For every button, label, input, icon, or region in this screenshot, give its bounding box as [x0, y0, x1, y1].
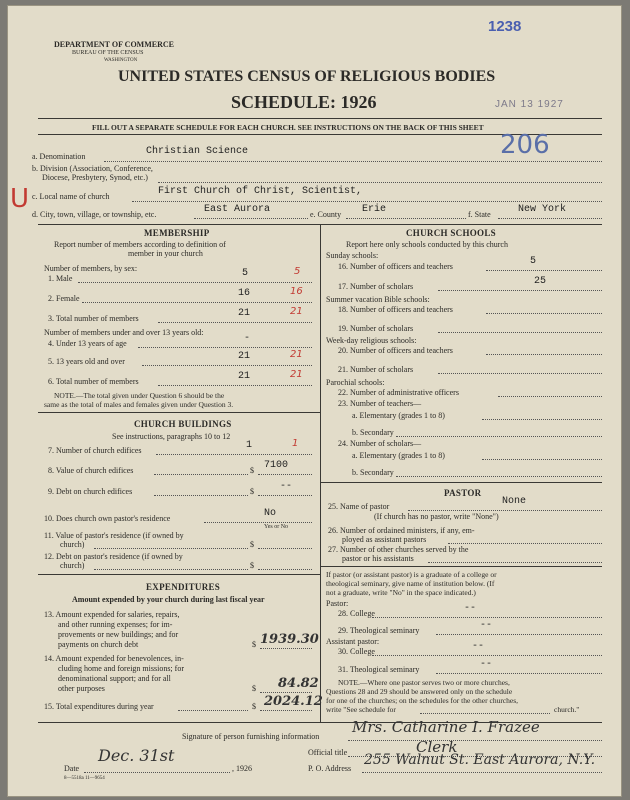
pastor-note-2: Questions 28 and 29 should be answered only on the schedule: [326, 687, 513, 696]
parochial-label: Parochial schools:: [326, 378, 385, 387]
q17-value: 25: [534, 276, 547, 287]
q7-check: 1: [292, 438, 299, 449]
q26-label: 26. Number of ordained ministers, if any, em-: [328, 526, 475, 535]
yes-no-hint: Yes or No: [264, 524, 289, 530]
q13-line-2: and other running expenses; for im-: [58, 620, 173, 629]
q9-dollar: $: [250, 487, 254, 496]
q7-value: 1: [246, 440, 253, 451]
by-sex-label: Number of members, by sex:: [44, 264, 138, 273]
q27-label-2: pastor or his assistants: [342, 554, 414, 563]
q4-value: -: [244, 333, 251, 344]
q8-dollar: $: [250, 466, 254, 475]
buildings-title: CHURCH BUILDINGS: [134, 419, 232, 429]
q14-dollar: $: [252, 684, 256, 693]
q14-line-2: cluding home and foreign missions; for: [58, 664, 184, 673]
membership-intro-2: member in your church: [128, 249, 203, 258]
membership-intro: Report number of members according to definition of: [54, 240, 226, 249]
q23-label: 23. Number of teachers—: [338, 399, 422, 408]
division-label-2: Diocese, Presbytery, Synod, etc.): [42, 173, 148, 182]
q12-label: 12. Debt on pastor's residence (if owned by: [44, 552, 183, 561]
q4-label: 4. Under 13 years of age: [48, 339, 127, 348]
q5-label: 5. 13 years old and over: [48, 357, 125, 366]
city-label: WASHINGTON: [104, 58, 138, 63]
q22-label: 22. Number of administrative officers: [338, 388, 459, 397]
q7-label: 7. Number of church edifices: [48, 446, 142, 455]
q9-value: --: [280, 481, 293, 492]
county-label: e. County: [310, 210, 342, 219]
pastor-sublabel: Pastor:: [326, 599, 349, 608]
q6-value: 21: [238, 371, 251, 382]
q6-check: 21: [290, 369, 303, 380]
q1-label: 1. Male: [48, 274, 73, 283]
q25-hint: (If church has no pastor, write "None"): [374, 512, 499, 521]
pastor-info-1: If pastor (or assistant pastor) is a graduate of a college or: [326, 570, 497, 579]
q14-line-1: 14. Amount expended for benevolences, in-: [44, 654, 184, 663]
q23b-label: b. Secondary: [352, 428, 394, 437]
signature-label: Signature of person furnishing information: [182, 732, 320, 741]
q14-line-3: denominational support; and for all: [58, 674, 171, 683]
margin-mark: U: [10, 184, 30, 214]
q3-check: 21: [290, 306, 303, 317]
q2-value: 16: [238, 288, 251, 299]
q14-value: 84.82: [278, 676, 319, 691]
date-value: Dec. 31st: [98, 746, 175, 765]
expenditures-title: EXPENDITURES: [146, 582, 221, 592]
stamp-number: 1238: [488, 18, 522, 35]
city-value: East Aurora: [204, 204, 271, 215]
q30-label: 30. College: [338, 647, 375, 656]
city-label-row: d. City, town, village, or township, etc.: [32, 210, 157, 219]
q5-value: 21: [238, 351, 251, 362]
q30-value: --: [472, 641, 485, 652]
q14-line-4: other purposes: [58, 684, 105, 693]
q12-label-2: church): [60, 561, 85, 570]
county-value: Erie: [362, 204, 387, 215]
q29-label: 29. Theological seminary: [338, 626, 420, 635]
q3-value: 21: [238, 308, 251, 319]
received-stamp: JAN 13 1927: [495, 99, 564, 110]
q10-label: 10. Does church own pastor's residence: [44, 514, 171, 523]
membership-note: NOTE.—The total given under Question 6 should be the: [54, 391, 225, 400]
q15-label: 15. Total expenditures during year: [44, 702, 154, 711]
summer-label: Summer vacation Bible schools:: [326, 295, 430, 304]
q31-label: 31. Theological seminary: [338, 665, 420, 674]
q16-label: 16. Number of officers and teachers: [338, 262, 453, 271]
schools-sub: Report here only schools conducted by this church: [346, 240, 508, 249]
q21-label: 21. Number of scholars: [338, 365, 414, 374]
census-form: [8, 6, 621, 796]
address-label: P. O. Address: [308, 764, 352, 773]
q15-value: 2024.12: [264, 694, 323, 709]
q3-label: 3. Total number of members: [48, 314, 139, 323]
q9-label: 9. Debt on church edifices: [48, 487, 133, 496]
local-name-value: First Church of Christ, Scientist,: [158, 186, 363, 197]
pencil-code: 206: [500, 130, 550, 160]
pastor-note-4: write "See schedule for: [326, 705, 396, 714]
q1-value: 5: [242, 268, 249, 279]
address-value: 255 Walnut St. East Aurora, N.Y.: [364, 752, 596, 768]
date-label: Date: [64, 764, 80, 773]
denomination-label: a. Denomination: [32, 152, 86, 161]
schools-title: CHURCH SCHOOLS: [406, 228, 496, 238]
q1-check: 5: [294, 266, 301, 277]
q18-label: 18. Number of officers and teachers: [338, 305, 453, 314]
q11-label-2: church): [60, 540, 85, 549]
q16-value: 5: [530, 256, 537, 267]
q11-label: 11. Value of pastor's residence (if owned by: [44, 531, 184, 540]
weekday-label: Week-day religious schools:: [326, 336, 417, 345]
q25-label: 25. Name of pastor: [328, 502, 390, 511]
pastor-note-1: NOTE.—Where one pastor serves two or more churches,: [338, 678, 510, 687]
q20-label: 20. Number of officers and teachers: [338, 346, 453, 355]
q13-value: 1939.30: [260, 632, 319, 647]
state-label: f. State: [468, 210, 491, 219]
q6-label: 6. Total number of members: [48, 377, 139, 386]
pastor-note-5: church.": [554, 705, 580, 714]
q8-value: 7100: [264, 460, 289, 471]
q10-value: No: [264, 508, 277, 519]
q13-line-4: payments on church debt: [58, 640, 139, 649]
q19-label: 19. Number of scholars: [338, 324, 414, 333]
buildings-sub: See instructions, paragraphs 10 to 12: [112, 432, 231, 441]
pastor-note-3: for one of the churches; on the schedules for the other churches,: [326, 696, 519, 705]
local-name-label: c. Local name of church: [32, 192, 110, 201]
membership-title: MEMBERSHIP: [144, 228, 210, 238]
q25-value: None: [502, 496, 527, 507]
q28-label: 28. College: [338, 609, 375, 618]
date-year: , 1926: [232, 764, 252, 773]
q5-check: 21: [290, 349, 303, 360]
schedule-title: SCHEDULE: 1926: [231, 92, 377, 112]
q13-line-1: 13. Amount expended for salaries, repairs,: [44, 610, 180, 619]
signature-value: Mrs. Catharine I. Frazee: [352, 718, 540, 736]
q2-check: 16: [290, 286, 303, 297]
q13-line-3: provements or new buildings; and for: [58, 630, 179, 639]
q15-dollar: $: [252, 702, 256, 711]
q24a-label: a. Elementary (grades 1 to 8): [352, 451, 445, 460]
q26-label-2: ployed as assistant pastors: [342, 535, 427, 544]
official-title-value: Clerk: [416, 738, 458, 756]
q8-label: 8. Value of church edifices: [48, 466, 134, 475]
form-number: 8—5518a 11—9654: [64, 776, 105, 781]
division-label: b. Division (Association, Conference,: [32, 164, 153, 173]
sunday-label: Sunday schools:: [326, 251, 379, 260]
q12-dollar: $: [250, 561, 254, 570]
q11-dollar: $: [250, 540, 254, 549]
pastor-info-3: not a graduate, write "No" in the space indicated.): [326, 588, 476, 597]
q27-label: 27. Number of other churches served by the: [328, 545, 469, 554]
q23a-label: a. Elementary (grades 1 to 8): [352, 411, 445, 420]
q29-value: --: [480, 620, 493, 631]
q24-label: 24. Number of scholars—: [338, 439, 422, 448]
expenditures-sub: Amount expended by your church during last fiscal year: [72, 595, 265, 604]
pastor-title: PASTOR: [444, 488, 482, 498]
dept-label: DEPARTMENT OF COMMERCE: [54, 40, 175, 49]
q2-label: 2. Female: [48, 294, 80, 303]
membership-note-2: same as the total of males and females given under Question 3.: [44, 400, 234, 409]
q17-label: 17. Number of scholars: [338, 282, 414, 291]
bureau-label: BUREAU OF THE CENSUS: [72, 50, 144, 56]
q28-value: --: [464, 603, 477, 614]
instructions-line: FILL OUT A SEPARATE SCHEDULE FOR EACH CHURCH. SEE INSTRUCTIONS ON THE BACK OF THIS SHEET: [92, 123, 484, 132]
under-over-label: Number of members under and over 13 years old:: [44, 328, 204, 337]
q31-value: --: [480, 659, 493, 670]
q13-dollar: $: [252, 640, 256, 649]
form-title: UNITED STATES CENSUS OF RELIGIOUS BODIES: [118, 68, 496, 85]
state-value: New York: [518, 204, 567, 215]
pastor-info-2: theological seminary, give name of institution below. (If: [326, 579, 495, 588]
denomination-value: Christian Science: [146, 146, 249, 157]
asst-pastor-sublabel: Assistant pastor:: [326, 637, 380, 646]
q24b-label: b. Secondary: [352, 468, 394, 477]
official-title-label: Official title: [308, 748, 348, 757]
